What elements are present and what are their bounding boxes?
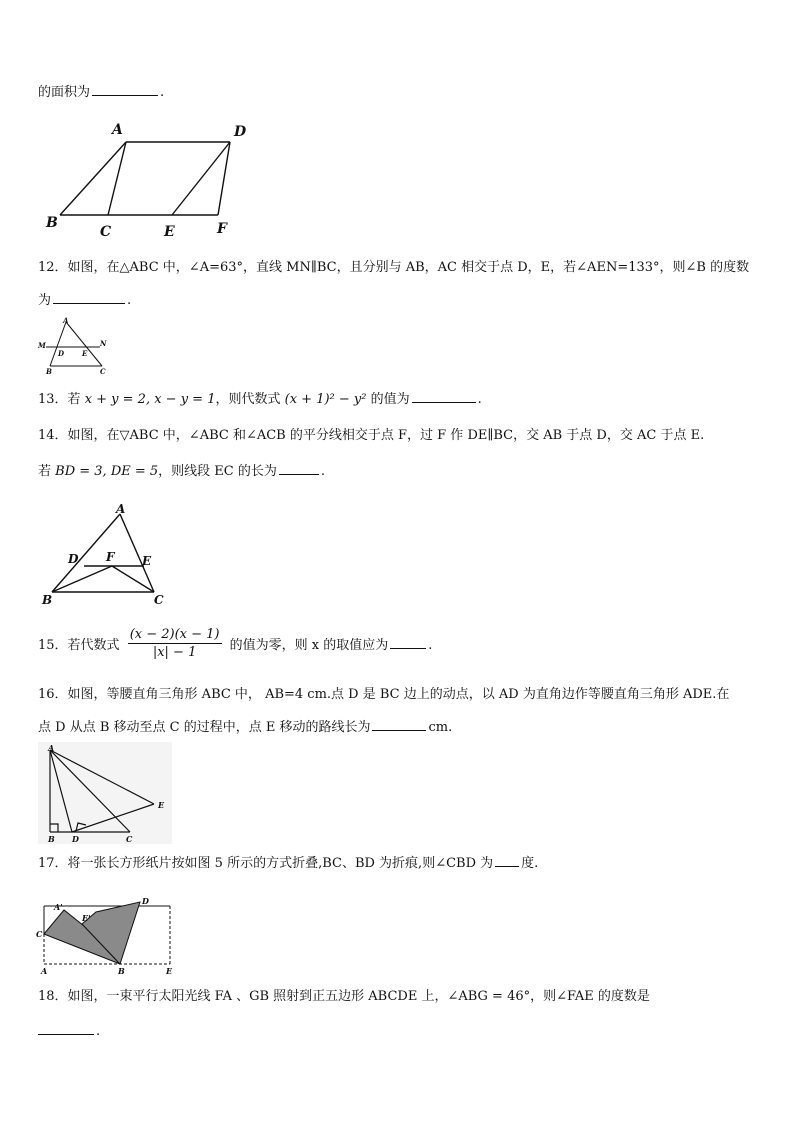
question-12-line-2: 为 . — [38, 290, 131, 310]
label-E: E — [164, 224, 175, 240]
label-B: B — [42, 593, 53, 607]
label-B: B — [118, 966, 125, 976]
question-16-line-2: 点 D 从点 B 移动至点 C 的过程中，点 E 移动的路线长为 cm. — [38, 717, 452, 737]
label-A: A — [41, 966, 48, 976]
figure-q16-triangle — [38, 742, 172, 844]
label-B: B — [46, 215, 58, 231]
label-D: D — [234, 124, 247, 140]
label-C: C — [100, 367, 106, 376]
label-M: M — [38, 341, 46, 350]
label-A-prime: A' — [54, 902, 63, 912]
question-18-line-2: . — [38, 1021, 100, 1041]
question-12-line-1: 12．如图，在△ABC 中，∠A=63°，直线 MN∥BC，且分别与 AB，AC 相交于点 D，E，若∠AEN=133°，则∠B 的度数 — [38, 260, 750, 275]
label-D: D — [58, 349, 65, 358]
label-B: B — [48, 834, 55, 844]
answer-blank[interactable] — [412, 389, 476, 403]
label-C: C — [154, 593, 164, 607]
question-16-line-1: 16．如图，等腰直角三角形 ABC 中， AB=4 cm.点 D 是 BC 边上的动点，以 AD 为直角边作等腰直角三角形 ADE.在 — [38, 687, 730, 702]
label-D: D — [142, 896, 149, 906]
label-E-prime: E' — [82, 913, 91, 923]
label-A: A — [63, 316, 69, 325]
label-D: D — [72, 834, 79, 844]
answer-blank[interactable] — [495, 853, 519, 867]
figure-parallelogram — [40, 118, 280, 242]
question-13: 13．若 x + y = 2, x − y = 1，则代数式 (x + 1)² − y² 的值为 . — [38, 389, 482, 409]
answer-blank[interactable] — [92, 82, 158, 96]
answer-blank[interactable] — [372, 717, 426, 731]
question-18-line-1: 18．如图，一束平行太阳光线 FA 、GB 照射到正五边形 ABCDE 上，∠ABG = 46°，则∠FAE 的度数是 — [38, 989, 650, 1004]
question-11-tail: 的面积为 . — [38, 82, 164, 102]
question-15: 15．若代数式 $\frac{(x - 2)(x - 1)}{|x| - 1}$ 的值为零，则 x 的取值应为 . — [38, 627, 433, 660]
label-C: C — [100, 224, 112, 240]
figure-q12-triangle — [36, 316, 116, 376]
label-D: D — [68, 552, 79, 566]
question-17: 17．将一张长方形纸片按如图 5 所示的方式折叠,BC、BD 为折痕,则∠CBD 为 度. — [38, 853, 538, 873]
answer-blank[interactable] — [279, 461, 319, 475]
answer-blank[interactable] — [390, 635, 426, 649]
label-B: B — [46, 367, 52, 376]
label-N: N — [100, 339, 107, 348]
label-A: A — [48, 743, 55, 753]
label-F: F — [217, 221, 227, 237]
label-E: E — [142, 554, 152, 568]
label-F: F — [106, 550, 115, 564]
figure-q14-triangle — [38, 500, 178, 610]
label-E: E — [158, 800, 165, 810]
figure-q17-folded-paper — [36, 896, 180, 976]
label-E: E — [166, 966, 173, 976]
question-14-line-1: 14．如图，在▽ABC 中，∠ABC 和∠ACB 的平分线相交于点 F，过 F 作 DE∥BC，交 AB 于点 D，交 AC 于点 E. — [38, 428, 705, 443]
label-A: A — [112, 122, 123, 138]
label-C: C — [126, 834, 133, 844]
label-E: E — [82, 349, 88, 358]
label-A: A — [116, 502, 126, 516]
label-C: C — [36, 929, 43, 939]
answer-blank[interactable] — [38, 1021, 94, 1035]
question-14-line-2: 若 BD = 3, DE = 5，则线段 EC 的长为 . — [38, 461, 325, 481]
answer-blank[interactable] — [53, 290, 125, 304]
fraction: $\frac{(x - 2)(x - 1)}{|x| - 1}$ — [129, 627, 220, 660]
